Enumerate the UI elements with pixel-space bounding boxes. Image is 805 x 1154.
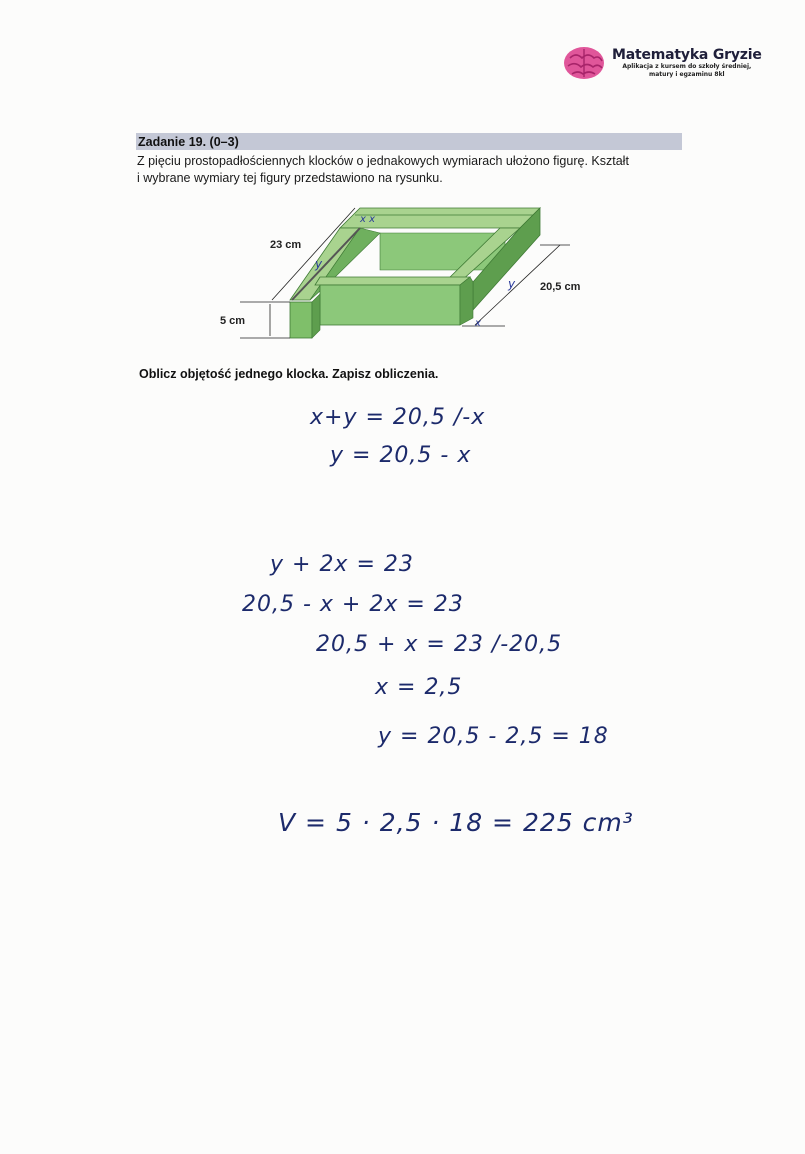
task-title: Zadanie 19. (0–3) <box>138 135 239 149</box>
question-text: Oblicz objętość jednego klocka. Zapisz obliczenia. <box>139 367 439 381</box>
annot-xx: x x <box>360 214 376 225</box>
task-description <box>137 153 697 187</box>
annot-x-bottom: x <box>475 318 481 329</box>
solution-line-5: 20,5 + x = 23 /-20,5 <box>316 632 563 657</box>
brand-logo <box>562 44 762 82</box>
solution-line-3: y + 2x = 23 <box>270 552 414 577</box>
solution-line-1: x+y = 20,5 /-x <box>310 405 486 430</box>
task-header <box>136 133 682 150</box>
logo-subtitle-2: matury i egzaminu 8kl <box>649 71 725 78</box>
logo-title: Matematyka Gryzie <box>612 47 762 63</box>
brain-icon <box>562 44 606 82</box>
label-20-5cm: 20,5 cm <box>540 281 581 293</box>
block-figure <box>220 200 600 350</box>
solution-line-4: 20,5 - x + 2x = 23 <box>242 592 464 617</box>
solution-volume: V = 5 · 2,5 · 18 = 225 cm³ <box>278 808 634 837</box>
logo-subtitle-1: Aplikacja z kursem do szkoły średniej, <box>622 63 752 70</box>
task-text-line-1: Z pięciu prostopadłościennych klocków o jednakowych wymiarach ułożono figurę. Kształt <box>137 154 629 168</box>
annot-y-left: y <box>315 257 323 271</box>
label-5cm: 5 cm <box>220 315 246 327</box>
solution-line-7: y = 20,5 - 2,5 = 18 <box>378 724 609 749</box>
task-text-line-2: i wybrane wymiary tej figury przedstawiono na rysunku. <box>137 171 443 185</box>
label-23cm: 23 cm <box>270 239 302 251</box>
annot-y-right: y <box>508 277 516 291</box>
solution-line-6: x = 2,5 <box>375 675 463 700</box>
solution-line-2: y = 20,5 - x <box>330 443 472 468</box>
